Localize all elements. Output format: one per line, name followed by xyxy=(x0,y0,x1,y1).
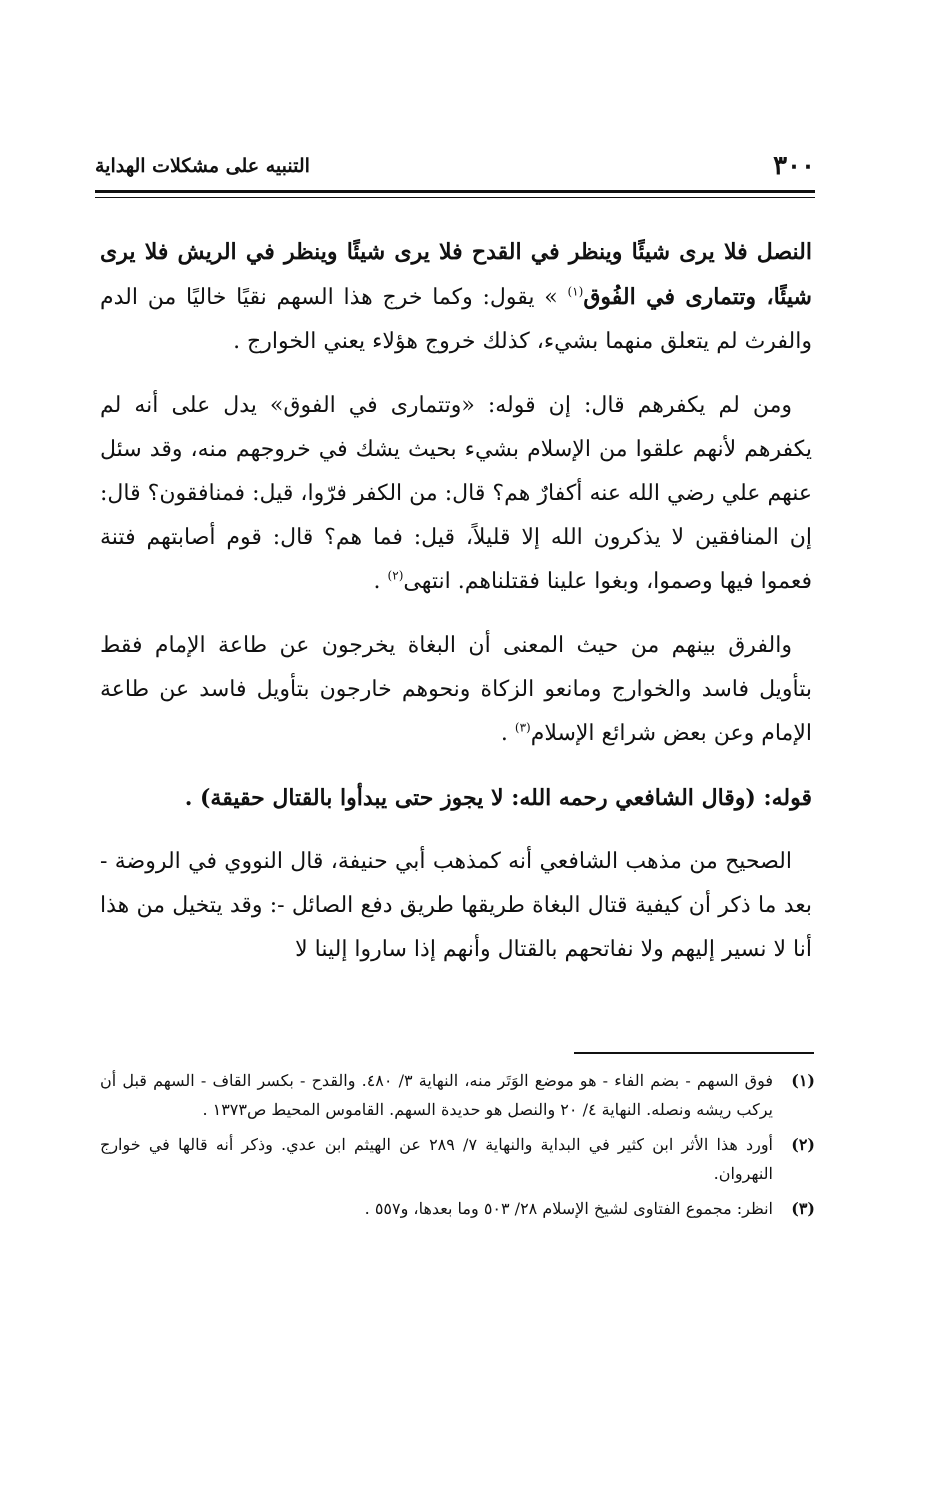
paragraph-1-rest: » يقول: وكما خرج هذا السهم نقيًا خاليًا من الدم والفرث لم يتعلق منهما بشيء، كذلك خروج هؤلاء يعني الخوارج . xyxy=(100,285,812,354)
paragraph-2-text: ومن لم يكفرهم قال: إن قوله: «وتتمارى في الفوق» يدل على أنه لم يكفرهم لأنهم علقوا من الإسلام بشيء بحيث يشك في خروجهم منه، وقد سئل عنهم علي رضي الله عنه أكفارٌ هم؟ قال: من الكفر فرّوا، قيل: فمنافقون؟ قال: إن المنافقين لا يذكرون الله إلا قليلاً، قيل: فما هم؟ قال: قوم أصابتهم فتنة فعموا فيها وصموا، وبغوا علينا فقتلناهم. انتهى xyxy=(100,393,812,594)
footnote-text: فوق السهم - بضم الفاء - هو موضع الوَتَر منه، النهاية ٣/ ٤٨٠. والقدح - بكسر القاف - السهم قبل أن يركب ريشه ونصله. النهاية ٤/ ٢٠ والنصل هو حديدة السهم. القاموس المحيط ص١٣٧٣ . xyxy=(100,1071,774,1119)
header-rule-thick xyxy=(95,190,815,193)
paragraph-2-end: . xyxy=(373,569,388,594)
paragraph-5: الصحيح من مذهب الشافعي أنه كمذهب أبي حنيفة، قال النووي في الروضة - بعد ما ذكر أن كيفية قتال البغاة طريقها طريق دفع الصائل -: وقد يتخيل من هذا أنا لا نسير إليهم ولا نفاتحهم بالقتال وأنهم إذا ساروا إلينا لا xyxy=(100,849,812,962)
paragraph-3-end: . xyxy=(500,721,515,746)
page-number: ٣٠٠ xyxy=(773,151,815,181)
footnote-text: أورد هذا الأثر ابن كثير في البداية والنهاية ٧/ ٢٨٩ عن الهيثم ابن عدي. وذكر أنه قالها في خوارج النهروان. xyxy=(100,1135,773,1183)
paragraph-3-text: والفرق بينهم من حيث المعنى أن البغاة يخرجون عن طاعة الإمام فقط بتأويل فاسد والخوارج ومانعو الزكاة ونحوهم خارجون بتأويل فاسد عن طاعة الإمام وعن بعض شرائع الإسلام xyxy=(100,633,812,746)
footnote-ref-1[interactable]: (١) xyxy=(567,284,584,299)
footnote-1 xyxy=(100,1066,815,1124)
footnote-3 xyxy=(100,1194,815,1223)
footnote-number: (١) xyxy=(791,1071,815,1090)
header-rule-thin xyxy=(95,197,815,198)
paragraph-4-quote xyxy=(100,776,812,820)
footnote-ref-3[interactable]: (٣) xyxy=(514,720,531,735)
main-text xyxy=(100,230,812,992)
paragraph-3 xyxy=(100,624,812,756)
page-header xyxy=(95,146,815,186)
footnote-ref-2[interactable]: (٢) xyxy=(387,568,404,583)
footnote-separator xyxy=(574,1052,814,1054)
running-title: التنبيه على مشكلات الهداية xyxy=(95,155,310,177)
paragraph-1 xyxy=(100,230,812,364)
quote-text: (وقال الشافعي رحمه الله: لا يجوز حتى يبدأوا بالقتال حقيقة) . xyxy=(184,785,764,811)
footnote-text: انظر: مجموع الفتاوى لشيخ الإسلام ٢٨/ ٥٠٣ وما بعدها، و٥٥٧ . xyxy=(364,1199,773,1218)
paragraph-2 xyxy=(100,384,812,604)
footnote-number: (٣) xyxy=(791,1199,815,1218)
footnote-number: (٢) xyxy=(791,1135,815,1154)
footnotes xyxy=(100,1066,815,1229)
hadith-text: النصل فلا يرى شيئًا وينظر في القدح فلا يرى شيئًا وينظر في الريش فلا يرى شيئًا، وتتمارى في الفُوق xyxy=(100,239,812,310)
quote-label: قوله: xyxy=(763,785,812,811)
footnote-2 xyxy=(100,1130,815,1188)
